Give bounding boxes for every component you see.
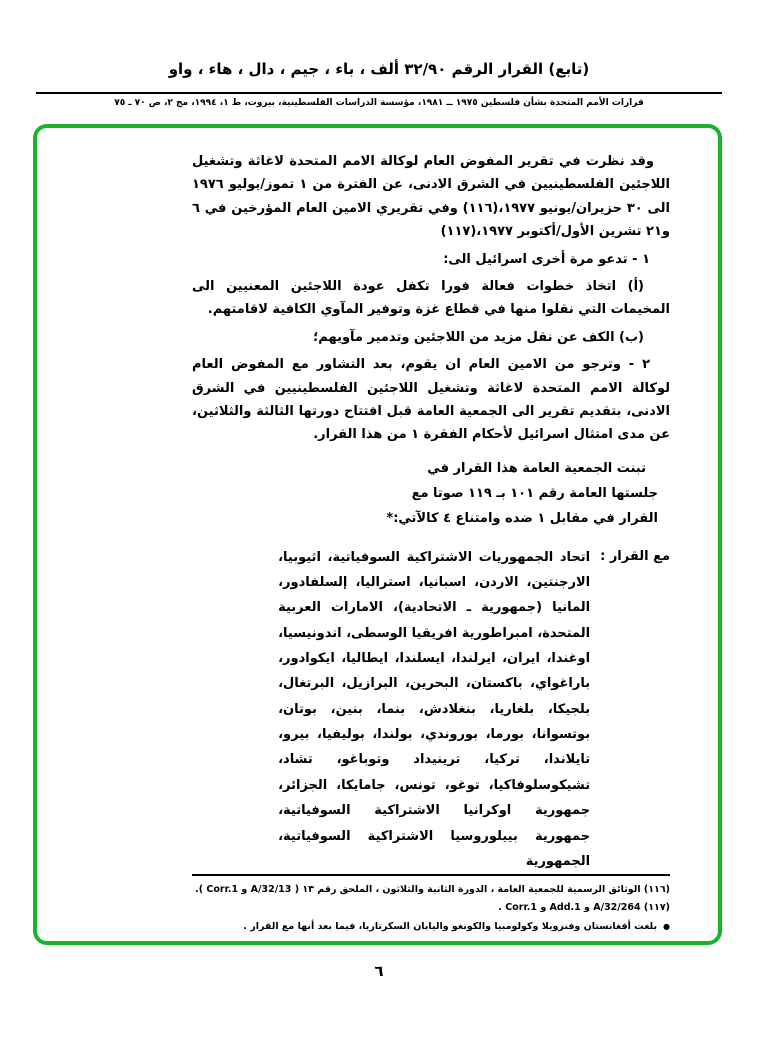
footnote-117: (١١٧) A/32/264 و Add.1 و Corr.1 . xyxy=(498,902,670,914)
footnote-divider xyxy=(192,874,670,876)
vote-in-favour-label: مع القرار : xyxy=(600,548,670,564)
footnote-116: (١١٦) الوثائق الرسمية للجمعية العامة ، الدورة الثانية والثلاثون ، الملحق رقم ١٣ ( A/32/13 و Corr.1 ). xyxy=(195,884,670,896)
bullet-icon: ● xyxy=(663,921,670,931)
paragraph-preamble: وقد نظرت في تقرير المفوض العام لوكالة الامم المتحدة لاغاثة وتشغيل اللاجئين الفلسطينيين في الشرق الادنى، عن الفترة من ١ تموز/يوليو ١٩٧٦ الى ٣٠ حزيران/يونيو ١٩٧٧،(١١٦) وفي تقريري الامين العام المؤرخين في ٦ و٢١ تشرين الأول/أكتوبر ١٩٧٧،(١١٧) xyxy=(192,154,671,240)
footnotes-section xyxy=(192,874,670,937)
paragraph-operative-2: ٢ - وترجو من الامين العام ان يقوم، بعد التشاور مع المفوض العام لوكالة الامم المتحدة لاغاثة وتشغيل اللاجئين الفلسطينيين في الشرق الادنى، بتقديم تقرير الى الجمعية العامة قبل افتتاح دورتها الثالثة والثلاثين، عن مدى امتثال اسرائيل لأحكام الفقرة ١ من هذا القرار. xyxy=(192,357,670,443)
adoption-note: تبنت الجمعية العامة هذا القرار في جلستها العامة رقم ١٠١ بـ ١١٩ صوتا مع القرار في مقابل ١ ضده وامتناع ٤ كالآتي:* xyxy=(386,460,658,527)
footnote-asterisk xyxy=(192,919,670,934)
paragraph-operative-1a: (أ) اتخاذ خطوات فعالة فورا تكفل عودة اللاجئين المعنيين الى المخيمات التي نقلوا منها في قطاع غزة وتوفير المآوي الكافية لاقامتهم. xyxy=(192,278,670,318)
footnote-asterisk-text: بلغت أفغانستان وفنزويلا وكولومبيا والكونغو واليابان السكرتاريا، فيما بعد أنها مع القرار . xyxy=(243,920,658,932)
resolution-text-column xyxy=(192,150,670,932)
source-citation-line: قرارات الأمم المتحدة بشأن فلسطين ١٩٧٥ ــ ١٩٨١، مؤسسة الدراسات الفلسطينية، بيروت، ط ١، ١٩٩٤، مج ٢، ص ٧٠ ـ ٧٥ xyxy=(114,98,644,108)
page-number: ٦ xyxy=(374,962,384,980)
vote-record xyxy=(192,545,670,874)
paragraph-operative-1b: (ب) الكف عن نقل مزيد من اللاجئين وتدمير مآويهم؛ xyxy=(313,329,644,345)
header-divider xyxy=(36,92,722,94)
page-title: (تابع) القرار الرقم ٣٢/٩٠ ألف ، باء ، جيم ، دال ، هاء ، واو xyxy=(168,60,590,78)
vote-in-favour-countries: اتحاد الجمهوريات الاشتراكية السوفياتية، اثيوبيا، الارجنتين، الاردن، اسبانيا، استراليا، إلسلفادور، المانيا (جمهورية ـ الاتحادية)، الامارات العربية المتحدة، امبراطورية افريقيا الوسطى، اندونيسيا، اوغندا، ايران، ايرلندا، ايسلندا، ايطاليا، ايكوادور، باراغواي، باكستان، البحرين، البرازيل، البرتغال، بلجيكا، بلغاريا، بنغلادش، بنما، بنين، بوتان، بوتسوانا، بورما، بوروندي، بولندا، بوليفيا، بيرو، تايلاندا، تركيا، ترينيداد وتوباغو، تشاد، تشيكوسلوفاكيا، توغو، تونس، جامايكا، الجزائر، جمهورية اوكرانيا الاشتراكية السوفياتية، جمهورية بييلوروسيا الاشتراكية السوفياتية، الجمهورية xyxy=(278,549,591,869)
paragraph-operative-1: ١ - تدعو مرة أخرى اسرائيل الى: xyxy=(443,251,650,267)
